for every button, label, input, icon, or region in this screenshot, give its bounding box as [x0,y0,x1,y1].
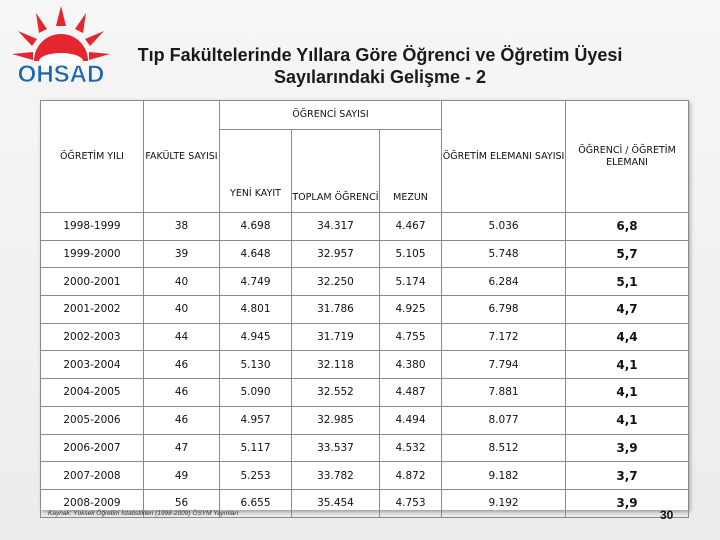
header-student-staff-ratio: ÖĞRENCİ / ÖĞRETİM ELEMANI [566,101,689,213]
cell-ratio: 6,8 [566,213,689,241]
cell-new-enrollment: 4.801 [220,296,292,324]
header-new-enrollment: YENİ KAYIT [220,130,292,213]
cell-new-enrollment: 5.253 [220,462,292,490]
cell-year: 1998-1999 [41,213,144,241]
cell-staff-count: 8.512 [442,434,566,462]
cell-ratio: 3,9 [566,489,689,517]
cell-faculty-count: 40 [144,296,220,324]
cell-new-enrollment: 4.945 [220,323,292,351]
cell-staff-count: 7.794 [442,351,566,379]
cell-faculty-count: 46 [144,406,220,434]
page-title [100,44,660,88]
title-line-1: Tıp Fakültelerinde Yıllara Göre Öğrenci ve Öğretim Üyesi [137,45,623,65]
cell-ratio: 4,4 [566,323,689,351]
cell-staff-count: 8.077 [442,406,566,434]
cell-ratio: 3,7 [566,462,689,490]
cell-faculty-count: 40 [144,268,220,296]
cell-new-enrollment: 5.117 [220,434,292,462]
logo-text: OHSAD [17,61,105,88]
cell-staff-count: 7.881 [442,379,566,407]
cell-graduates: 4.532 [380,434,442,462]
statistics-table-container [40,100,688,510]
table-row [41,406,689,434]
table-row [41,296,689,324]
cell-ratio: 5,7 [566,240,689,268]
header-staff-count: ÖĞRETİM ELEMANI SAYISI [442,101,566,213]
table-body [41,213,689,518]
cell-graduates: 4.755 [380,323,442,351]
sun-icon [12,6,110,61]
cell-graduates: 4.494 [380,406,442,434]
cell-graduates: 4.380 [380,351,442,379]
cell-total-students: 32.985 [292,406,380,434]
cell-total-students: 32.552 [292,379,380,407]
cell-year: 2000-2001 [41,268,144,296]
cell-ratio: 5,1 [566,268,689,296]
cell-faculty-count: 46 [144,379,220,407]
cell-faculty-count: 46 [144,351,220,379]
cell-total-students: 31.719 [292,323,380,351]
cell-new-enrollment: 4.957 [220,406,292,434]
cell-staff-count: 7.172 [442,323,566,351]
cell-ratio: 4,7 [566,296,689,324]
table-row [41,240,689,268]
cell-faculty-count: 49 [144,462,220,490]
cell-new-enrollment: 6.655 [220,489,292,517]
statistics-table [40,100,689,518]
cell-new-enrollment: 4.749 [220,268,292,296]
cell-total-students: 32.250 [292,268,380,296]
cell-total-students: 33.537 [292,434,380,462]
header-year: ÖĞRETİM YILI [41,101,144,213]
cell-year: 2001-2002 [41,296,144,324]
cell-year: 2007-2008 [41,462,144,490]
cell-total-students: 31.786 [292,296,380,324]
cell-year: 1999-2000 [41,240,144,268]
cell-year: 2004-2005 [41,379,144,407]
cell-graduates: 4.467 [380,213,442,241]
cell-staff-count: 6.798 [442,296,566,324]
cell-new-enrollment: 5.130 [220,351,292,379]
cell-faculty-count: 38 [144,213,220,241]
cell-staff-count: 6.284 [442,268,566,296]
cell-ratio: 3,9 [566,434,689,462]
page-number: 30 [660,508,674,522]
table-row [41,379,689,407]
header-total-students: TOPLAM ÖĞRENCİ [292,130,380,213]
cell-ratio: 4,1 [566,406,689,434]
title-line-2: Sayılarındaki Gelişme - 2 [273,67,487,87]
cell-year: 2002-2003 [41,323,144,351]
cell-new-enrollment: 5.090 [220,379,292,407]
cell-faculty-count: 44 [144,323,220,351]
cell-year: 2003-2004 [41,351,144,379]
header-graduates: MEZUN [380,130,442,213]
cell-graduates: 5.174 [380,268,442,296]
cell-total-students: 32.957 [292,240,380,268]
cell-graduates: 4.487 [380,379,442,407]
cell-ratio: 4,1 [566,379,689,407]
cell-graduates: 4.872 [380,462,442,490]
cell-total-students: 35.454 [292,489,380,517]
cell-total-students: 33.782 [292,462,380,490]
cell-faculty-count: 56 [144,489,220,517]
cell-ratio: 4,1 [566,351,689,379]
header-faculty-count: FAKÜLTE SAYISI [144,101,220,213]
cell-year: 2008-2009 [41,489,144,517]
table-row [41,462,689,490]
cell-year: 2005-2006 [41,406,144,434]
cell-staff-count: 9.192 [442,489,566,517]
cell-staff-count: 9.182 [442,462,566,490]
cell-graduates: 5.105 [380,240,442,268]
header-student-count-group: ÖĞRENCİ SAYISI [220,101,442,130]
table-row [41,351,689,379]
cell-staff-count: 5.036 [442,213,566,241]
table-row [41,213,689,241]
cell-faculty-count: 47 [144,434,220,462]
table-row [41,434,689,462]
table-row [41,268,689,296]
cell-staff-count: 5.748 [442,240,566,268]
cell-faculty-count: 39 [144,240,220,268]
cell-graduates: 4.925 [380,296,442,324]
cell-total-students: 34.317 [292,213,380,241]
table-row [41,323,689,351]
cell-new-enrollment: 4.648 [220,240,292,268]
cell-new-enrollment: 4.698 [220,213,292,241]
cell-year: 2006-2007 [41,434,144,462]
cell-graduates: 4.753 [380,489,442,517]
cell-total-students: 32.118 [292,351,380,379]
source-note: Kaynak: Yüksek Öğretim İstatistikleri (1998-2009) ÖSYM Yayınları [48,510,239,517]
